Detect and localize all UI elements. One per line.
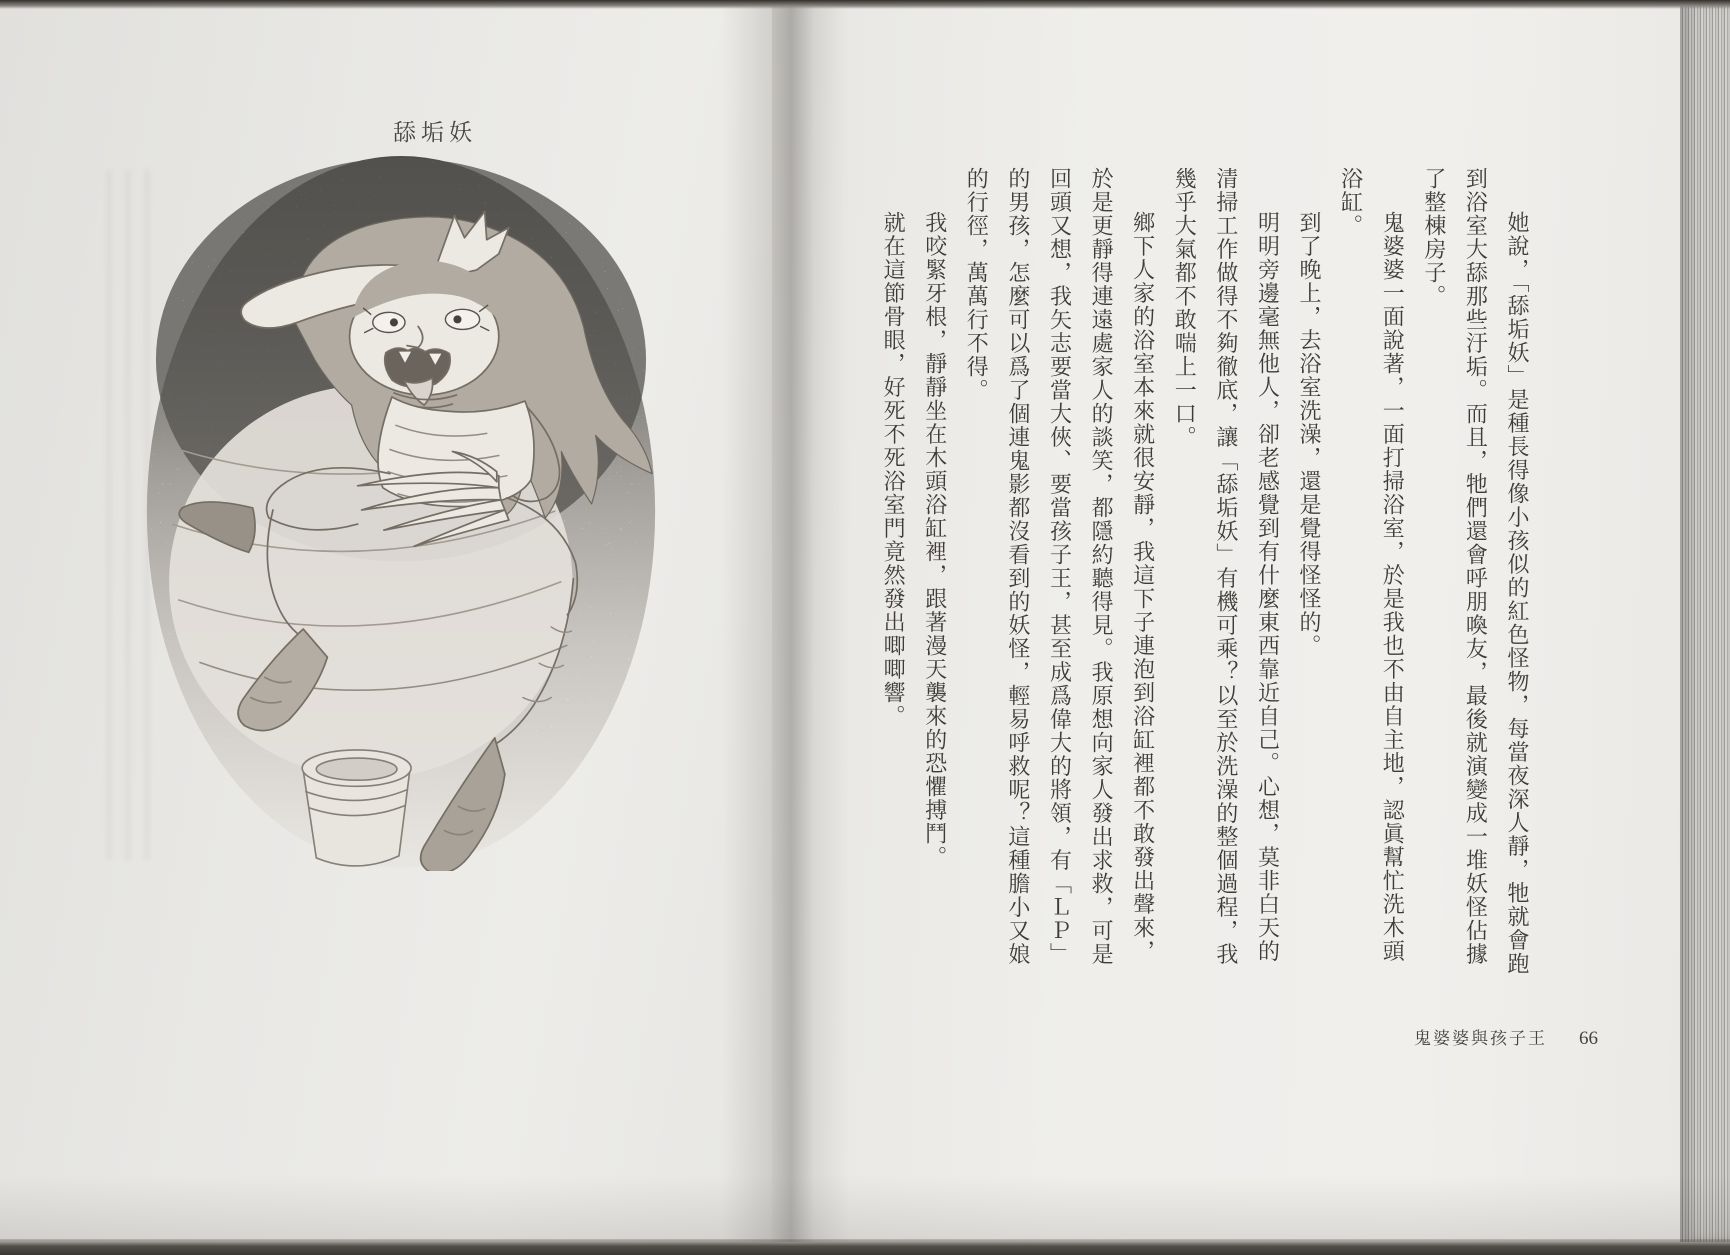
- page-footer: [1414, 1024, 1598, 1050]
- text-paragraph: 她說，「舔垢妖」是種長得像小孩似的紅色怪物，每當夜深人靜，牠就會跑到浴室大舔那些汙垢。而且，牠們還會呼朋喚友，最後就演變成一堆妖怪佔據了整棟房子。: [1421, 167, 1530, 976]
- text-paragraph: 鄉下人家的浴室本來就很安靜，我這下子連泡到浴缸裡都不敢發出聲來，於是更靜得連遠處家人的談笑，都隱約聽得見。我原想向家人發出求救，可是回頭又想，我矢志要當大俠、要當孩子王，甚至成爲偉大的將領，有「ＬＰ」的男孩，怎麼可以爲了個連鬼影都沒看到的妖怪，輕易呼救呢？這種膽小又娘的行徑，萬萬行不得。: [964, 167, 1156, 966]
- fore-edge-pages: [1680, 0, 1730, 1242]
- book-bottom-shadow: [0, 1175, 1730, 1241]
- running-title: 鬼婆婆與孩子王: [1414, 1029, 1547, 1048]
- table-edge: [0, 0, 1730, 9]
- gutter-shadow: [722, 0, 850, 1242]
- text-paragraph: 我咬緊牙根，靜靜坐在木頭浴缸裡，跟著漫天襲來的恐懼搏鬥。: [922, 211, 948, 869]
- text-paragraph: 明明旁邊毫無他人，卻老感覺到有什麼東西靠近自己。心想，莫非白天的清掃工作做得不夠徹底，讓「舔垢妖」有機可乘？以至於洗澡的整個過程，我幾乎大氣都不敢喘上一口。: [1172, 167, 1281, 966]
- text-paragraph: 鬼婆婆一面說著，一面打掃浴室，於是我也不由自主地，認眞幫忙洗木頭浴缸。: [1338, 167, 1406, 963]
- yokai-illustration: [143, 153, 659, 871]
- illustration-caption: 舔垢妖: [393, 120, 477, 145]
- book-bottom-edge: [0, 1239, 1730, 1255]
- text-paragraph: 就在這節骨眼，好死不死浴室門竟然發出唧唧響。: [881, 211, 907, 728]
- wash-bucket: [302, 750, 411, 866]
- body-text: [834, 167, 1538, 981]
- page-number: 66: [1579, 1028, 1598, 1049]
- text-paragraph: 到了晚上，去浴室洗澡，還是覺得怪怪的。: [1297, 211, 1323, 658]
